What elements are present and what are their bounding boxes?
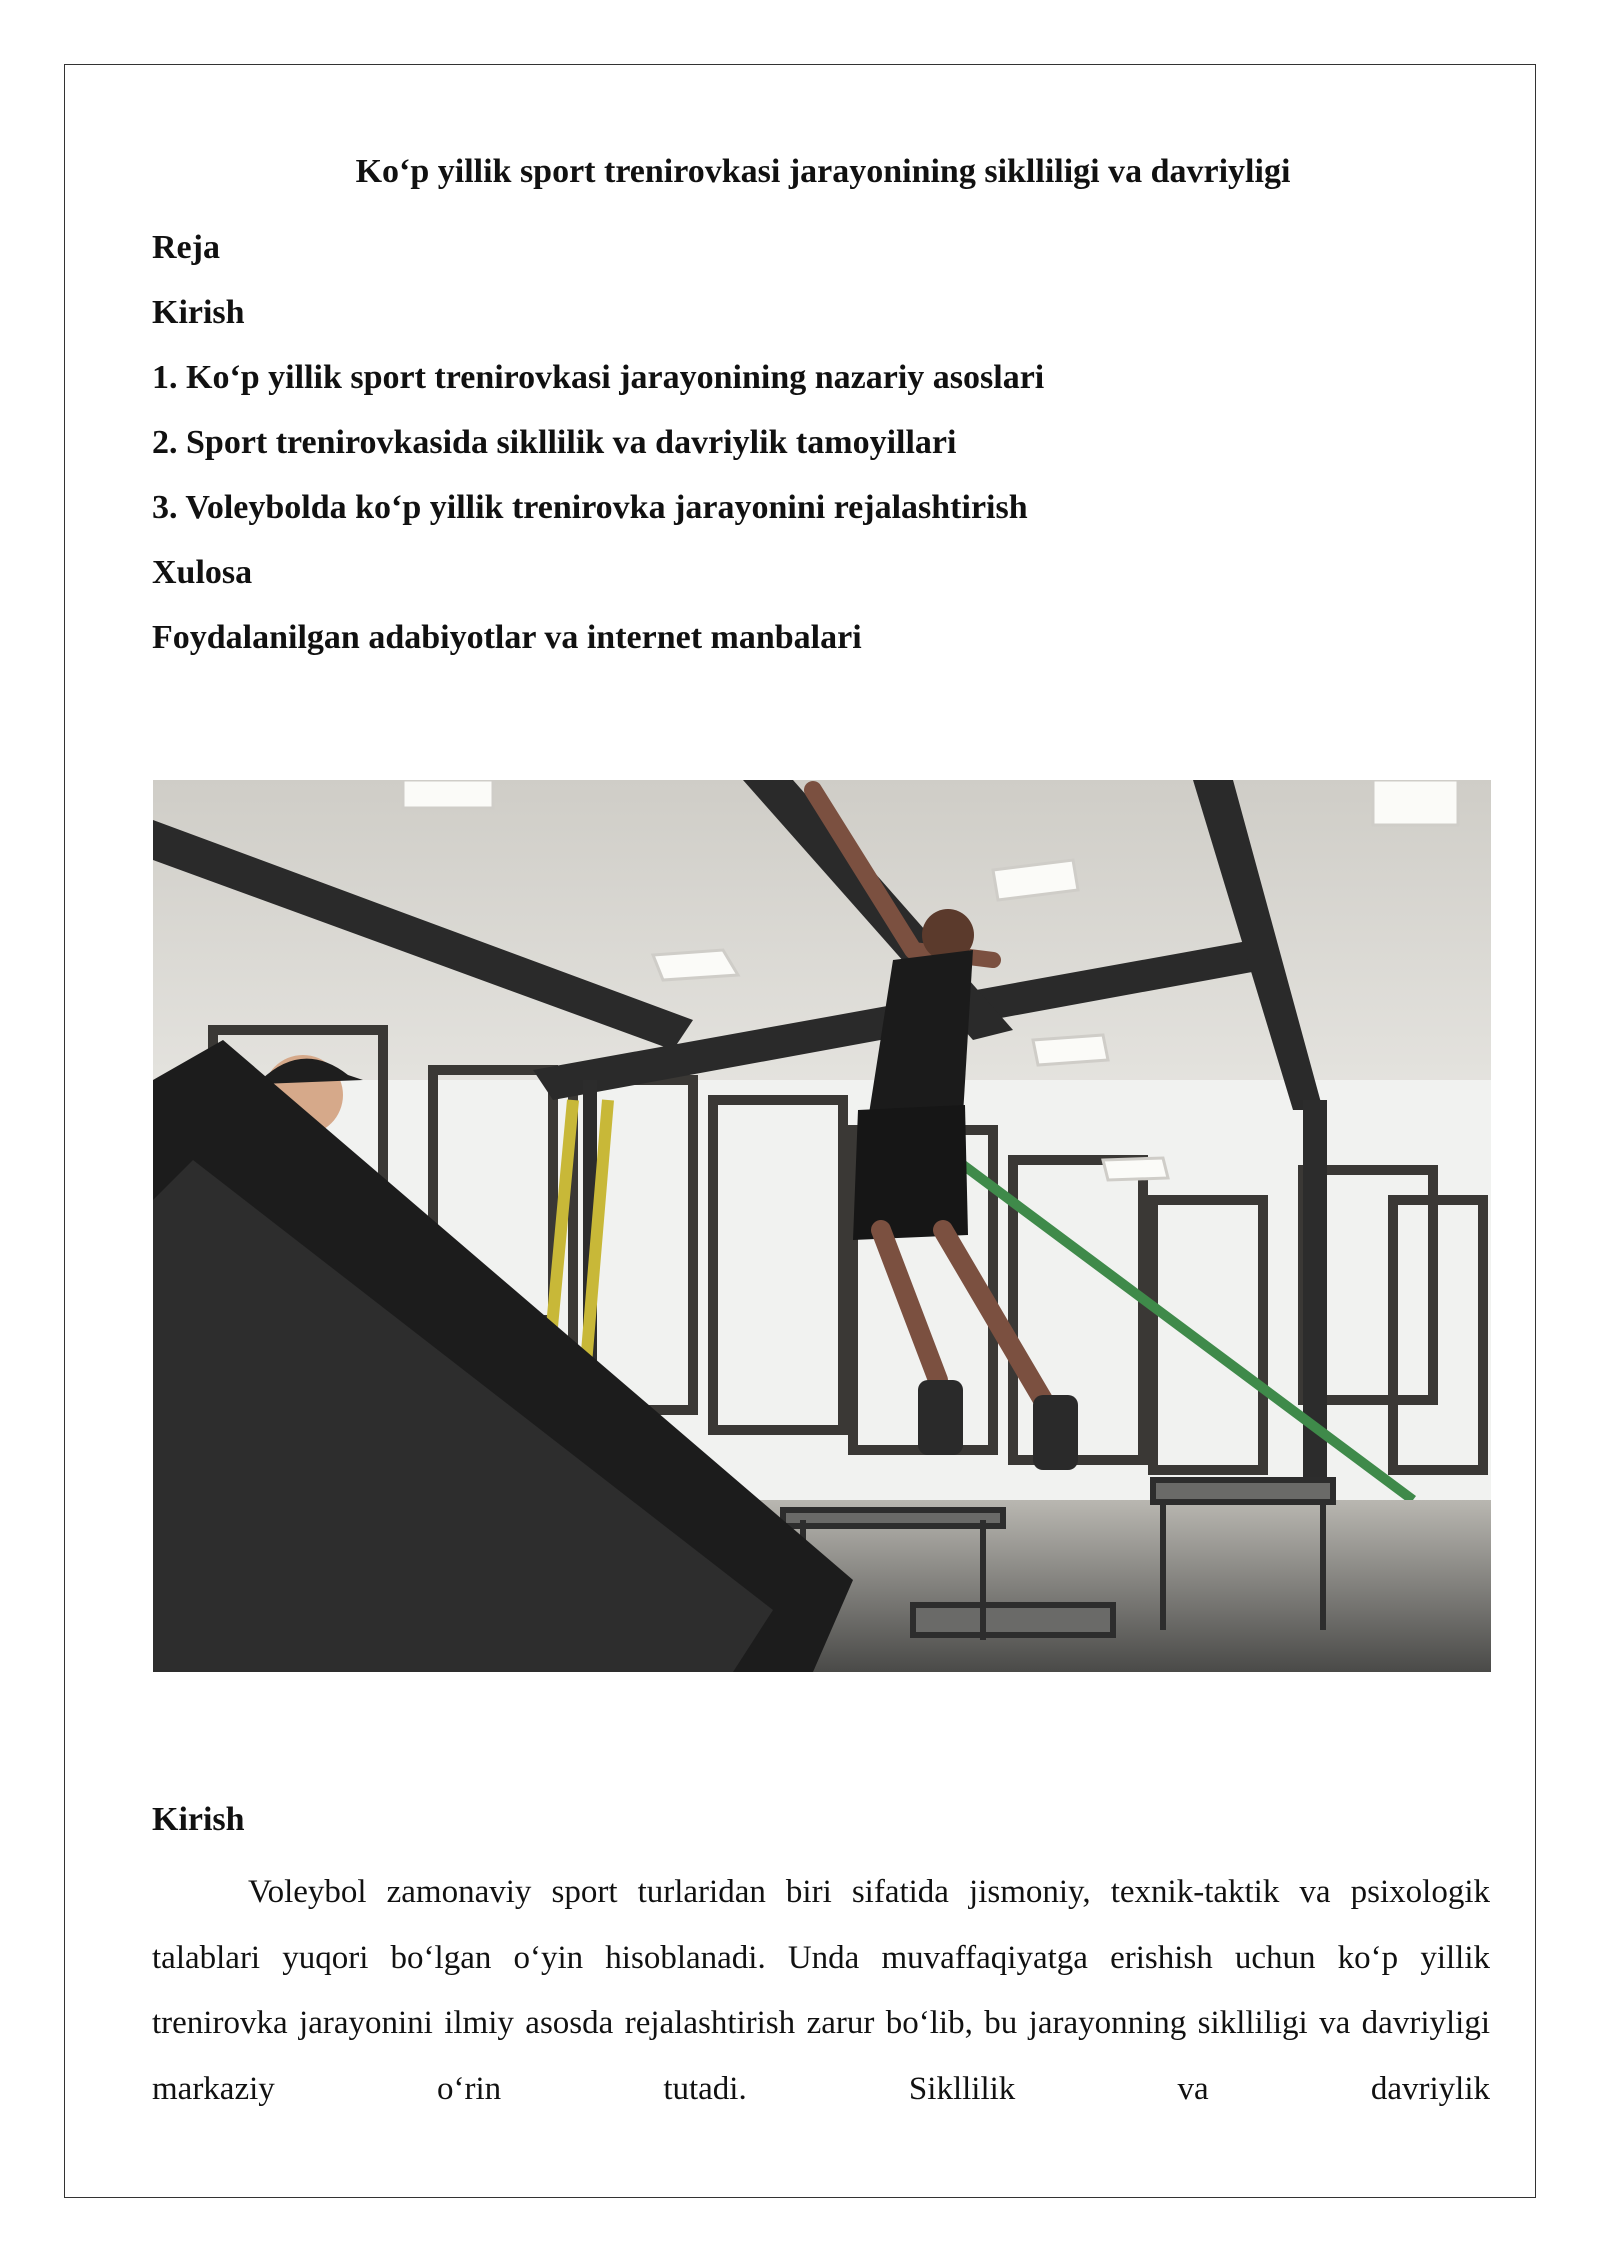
section-heading: Kirish — [152, 1801, 245, 1838]
toc-item: Kirish — [152, 294, 245, 331]
toc-item: Reja — [152, 229, 220, 266]
body-paragraph: Voleybol zamonaviy sport turlaridan biri sifatida jismoniy, texnik-taktik va psixologik talablari yuqori bo‘lgan o‘yin hisoblanadi. Unda muvaffaqiyatga erishish uchun ko‘p yillik trenirovka jarayonini ilmiy asosda rejalashtirish zarur bo‘lib, bu jarayonning siklliligi va davriyligi markaziy o‘rin tutadi. Sikllilik va davriylik — [152, 1874, 1490, 2107]
toc-item: Xulosa — [152, 554, 253, 591]
toc-item: 1. Ko‘p yillik sport trenirovkasi jarayonining nazariy asoslari — [152, 359, 1045, 396]
toc-item: 2. Sport trenirovkasida sikllilik va davriylik tamoyillari — [152, 424, 957, 461]
gym-jump-photo — [153, 780, 1491, 1672]
document-title: Ko‘p yillik sport trenirovkasi jarayonining siklliligi va davriyligi — [355, 153, 1291, 190]
photo-illustration — [153, 780, 1491, 1672]
toc-item: 3. Voleybolda ko‘p yillik trenirovka jarayonini rejalashtirish — [152, 489, 1028, 526]
toc-item: Foydalanilgan adabiyotlar va internet manbalari — [152, 619, 862, 656]
table-of-contents — [152, 215, 1494, 670]
